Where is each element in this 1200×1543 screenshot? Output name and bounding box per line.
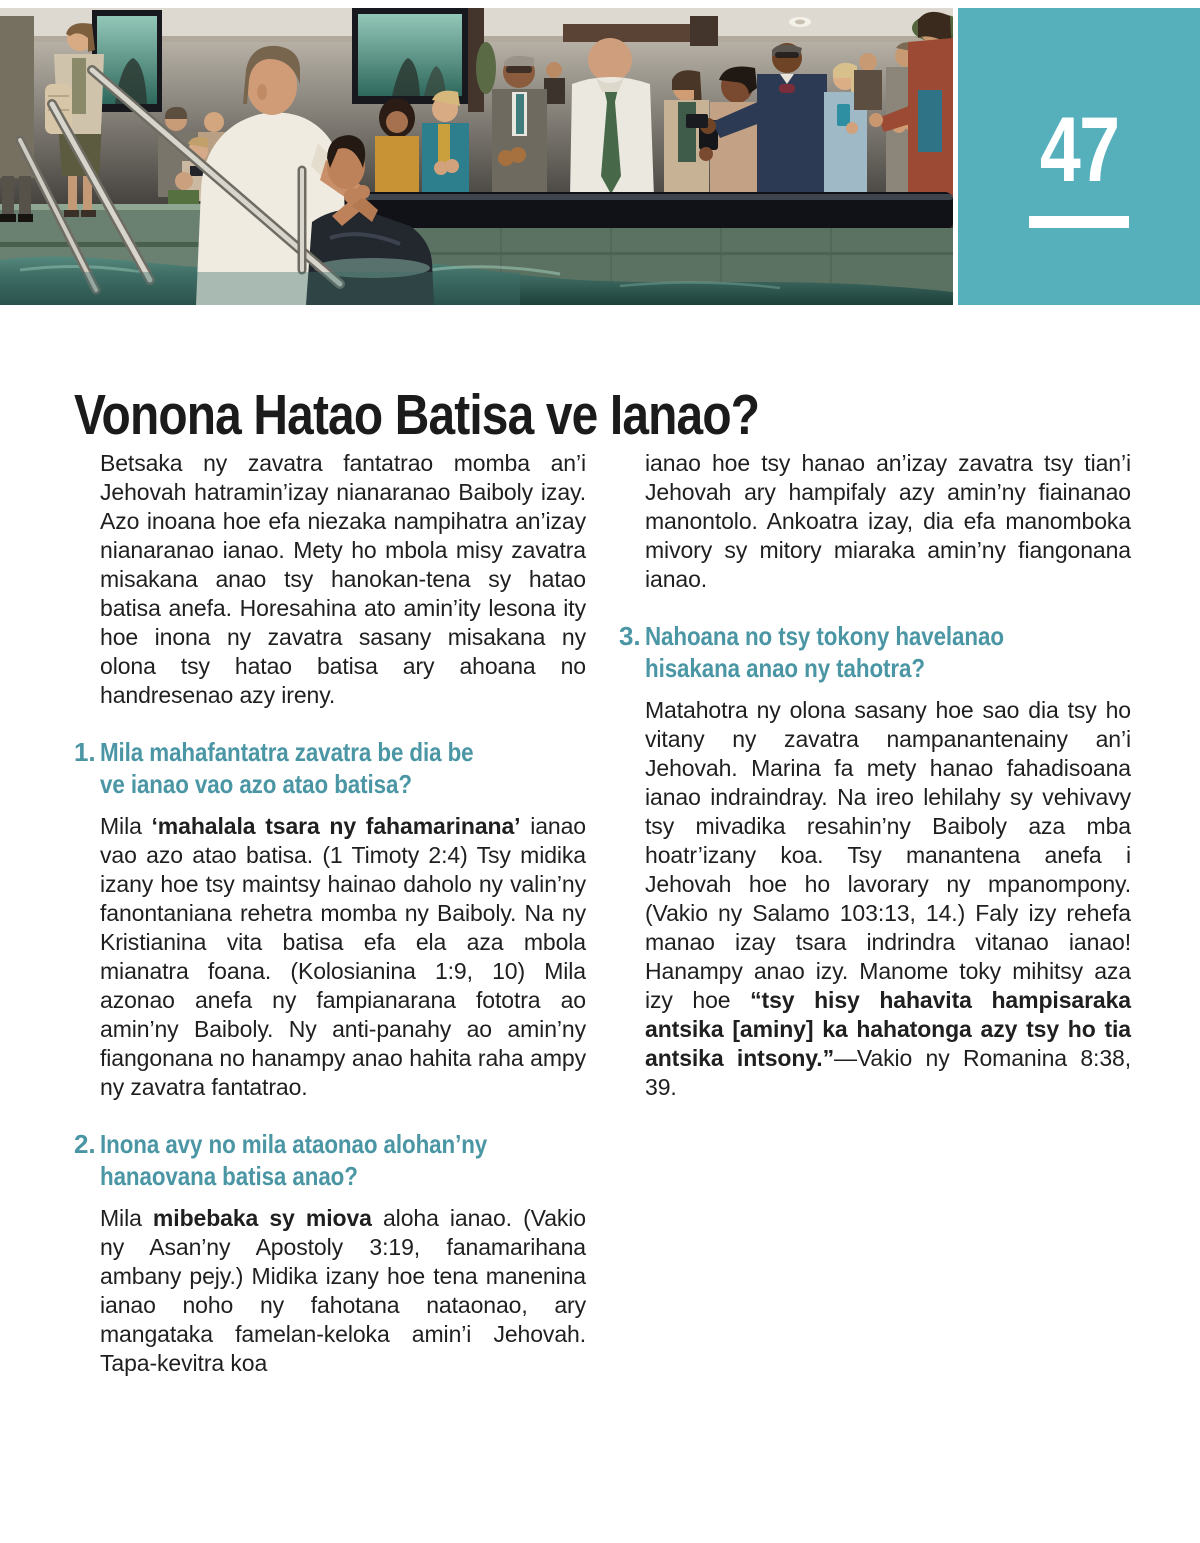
bold-phrase: mibebaka sy miova bbox=[152, 1205, 372, 1231]
text-segment: aloha ianao. (Vakio ny Asan’ny Apostoly 3:19, fanamarihana ambany pejy.) Midika izany hoe tena manenina ianao noho ny fahotana nataonao, ary mangataka famelan-keloka amin’i Jehovah. Tapa-kevitra koa bbox=[100, 1205, 586, 1376]
heading-line: Mila mahafantatra zavatra be dia be bbox=[100, 737, 474, 767]
body-paragraph bbox=[645, 696, 1131, 1102]
body-paragraph bbox=[100, 449, 586, 710]
body-paragraph bbox=[645, 449, 1131, 594]
text-segment: —Vakio ny Romanina 8:38, 39. bbox=[645, 1045, 1131, 1100]
text-segment: Betsaka ny zavatra fantatrao momba an’i Jehovah hatramin’izay nianaranao Baiboly izay. Azo inoana hoe efa niezaka nampihatra an’izay nianaranao ianao. Mety ho mbola misy zavatra misakana anao tsy hanokan-tena sy hatao batisa anefa. Horesahina ato amin’ity lesona ity hoe inona ny zavatra sasany misakana ny olona tsy hatao batisa ary ahoana no handresenao azy ireny. bbox=[100, 450, 586, 708]
heading-line: hisakana anao ny tahotra? bbox=[645, 653, 925, 683]
heading-line: ve ianao vao azo atao batisa? bbox=[100, 769, 412, 799]
waterline-overlay bbox=[0, 272, 520, 305]
video-screen-right bbox=[352, 8, 468, 104]
body-paragraph bbox=[100, 812, 586, 1102]
chapter-number: 47 bbox=[1039, 98, 1119, 201]
baptism-photo bbox=[0, 8, 953, 305]
text-segment: ianao vao azo atao batisa. (1 Timoty 2:4) Tsy midika izany hoe tsy maintsy hainao daholo ny valin’ny fanontaniana rehetra momba ny Baiboly. Na ny Kristianina vita batisa efa ela aza mbola mianatra foana. (Kolosianina 1:9, 10) Mila azonao anefa ny fampianarana fototra ao amin’ny Baiboly. Ny anti-panahy ao amin’ny fiangonana no hanampy anao hahita raha ampy ny zavatra fantatrao. bbox=[100, 813, 586, 1100]
text-segment: Mila bbox=[100, 1205, 153, 1231]
chapter-badge bbox=[958, 8, 1200, 305]
column-right bbox=[619, 449, 1131, 1128]
section-heading bbox=[74, 1128, 586, 1192]
baptism-photo-art bbox=[0, 8, 953, 305]
heading-line: hanaovana batisa anao? bbox=[100, 1161, 358, 1191]
text-segment: ianao hoe tsy hanao an’izay zavatra tsy tian’i Jehovah ary hampifaly azy amin’ny fiainanao manontolo. Ankoatra izay, dia efa manomboka mivory sy mitory miaraka amin’ny fiangonana ianao. bbox=[645, 450, 1131, 592]
bold-phrase: ‘mahalala tsara ny fahamarinana’ bbox=[151, 813, 521, 839]
section-number: 3. bbox=[619, 621, 641, 651]
page-title: Vonona Hatao Batisa ve Ianao? bbox=[74, 383, 760, 448]
section-heading bbox=[619, 620, 1131, 684]
bold-phrase: “tsy hisy hahavita hampisaraka antsika [aminy] ka hahatonga azy tsy ho tia antsika intsony.” bbox=[645, 987, 1131, 1071]
section-number: 2. bbox=[74, 1129, 96, 1159]
section-heading bbox=[74, 736, 586, 800]
section-number: 1. bbox=[74, 737, 96, 767]
body-paragraph bbox=[100, 1204, 586, 1378]
text-segment: Mila bbox=[100, 813, 152, 839]
chapter-underline bbox=[1029, 216, 1129, 228]
heading-line: Nahoana no tsy tokony havelanao bbox=[645, 621, 1004, 651]
column-left bbox=[74, 449, 586, 1404]
heading-line: Inona avy no mila ataonao alohan’ny bbox=[100, 1129, 488, 1159]
text-segment: Matahotra ny olona sasany hoe sao dia tsy ho vitany ny zavatra nampanantenainy an’i Jehovah. Marina fa mety hanao fahadisoana ianao indraindray. Na ireo lehilahy sy vehivavy tsy mivadika resahin’ny Baiboly aza mba hoatr’izany koa. Tsy manantena anefa i Jehovah hoe ho lavorary ny mpanompony. (Vakio ny Salamo 103:13, 14.) Faly izy rehefa manao izay tsara indrindra vitanao ianao! Hanampy anao izy. Manome toky mihitsy aza izy hoe bbox=[645, 697, 1131, 1013]
